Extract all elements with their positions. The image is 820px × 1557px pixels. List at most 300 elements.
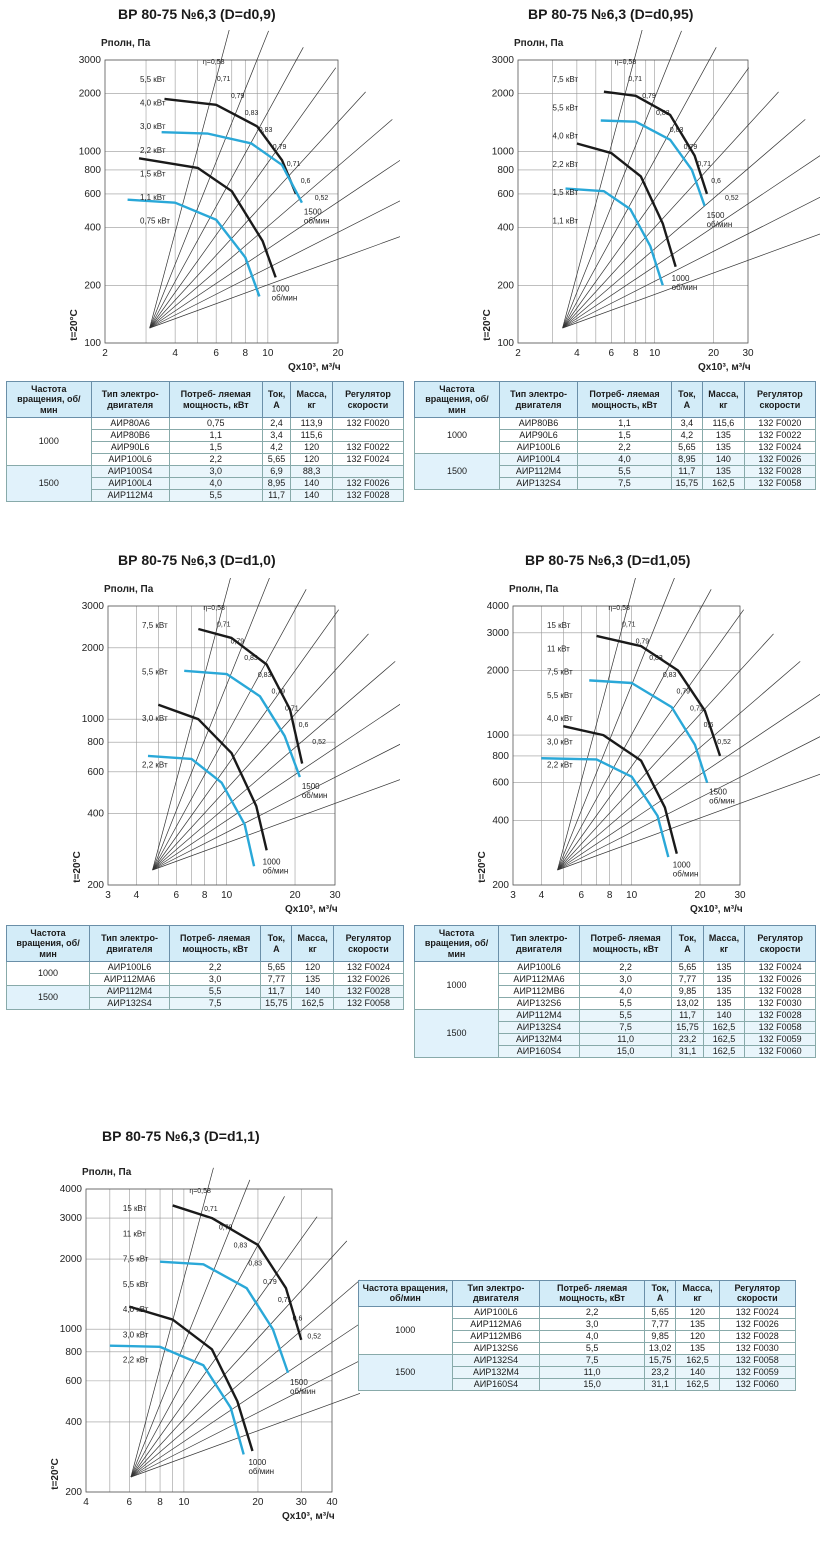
efficiency-ray: [153, 634, 369, 870]
y-tick-label: 800: [87, 737, 104, 749]
mass-cell: 140: [703, 1010, 745, 1022]
efficiency-label: 0,52: [307, 1333, 322, 1341]
table-row: [7, 418, 404, 430]
motor-cell: АИР132S4: [452, 1354, 540, 1366]
temperature-label: t=20°C: [482, 309, 493, 341]
efficiency-ray: [563, 183, 820, 328]
power-cell: 2,2: [170, 962, 261, 974]
power-curve: [604, 92, 707, 194]
power-label: 11 кВт: [122, 1229, 146, 1239]
regulator-cell: 132 F0024: [719, 1306, 795, 1318]
current-cell: 7,77: [672, 974, 703, 986]
x-tick-label: 10: [649, 348, 661, 359]
speed-label: 1500: [301, 782, 320, 792]
motor-cell: АИР100L6: [91, 454, 169, 466]
y-tick-label: 200: [87, 880, 104, 891]
speed-label: об/мин: [271, 293, 298, 303]
efficiency-label: 0,83: [244, 109, 259, 117]
mass-cell: 120: [676, 1330, 719, 1342]
table-header: Масса, кг: [676, 1281, 719, 1307]
efficiency-label: 0,52: [314, 194, 329, 202]
mass-cell: 140: [292, 986, 334, 998]
table-header: Ток, А: [671, 382, 702, 418]
power-label: 3,0 кВт: [142, 714, 168, 723]
motor-cell: АИР80В6: [499, 418, 577, 430]
x-tick-label: 3: [105, 890, 111, 901]
power-cell: 7,5: [578, 478, 672, 490]
power-label: 7,5 кВт: [547, 667, 573, 677]
power-curve: [173, 1205, 302, 1339]
power-label: 5,5 кВт: [552, 103, 579, 113]
table-header: Ток, А: [672, 926, 703, 962]
y-tick-label: 800: [497, 164, 514, 176]
efficiency-ray: [131, 1196, 285, 1477]
speed-cell: 1000: [7, 418, 92, 466]
x-tick-label: 10: [626, 890, 638, 901]
table-header: Тип электро- двигателя: [91, 382, 169, 418]
x-tick-label: 6: [126, 1497, 133, 1508]
power-curve: [563, 726, 676, 853]
efficiency-ray: [563, 150, 820, 328]
speed-cell: 1000: [7, 962, 90, 986]
mass-cell: 140: [291, 490, 333, 502]
efficiency-label: 0,83: [233, 1242, 248, 1250]
y-tick-label: 400: [84, 222, 101, 234]
x-axis-label: Qx10³, м³/ч: [282, 1511, 335, 1522]
motor-cell: АИР132S6: [452, 1342, 540, 1354]
regulator-cell: 132 F0058: [333, 998, 403, 1010]
motor-cell: АИР112МА6: [452, 1318, 540, 1330]
x-tick-label: 30: [734, 890, 746, 901]
power-label: 15 кВт: [547, 621, 571, 630]
y-tick-label: 400: [497, 222, 514, 234]
efficiency-label: 0,79: [263, 1278, 277, 1286]
x-tick-label: 6: [608, 348, 615, 359]
motor-table: [414, 925, 816, 1058]
current-cell: 7,77: [644, 1318, 676, 1330]
current-cell: 5,65: [261, 962, 292, 974]
current-cell: 7,77: [261, 974, 292, 986]
efficiency-label: 0,6: [711, 177, 721, 185]
table-header: Ток, А: [261, 926, 292, 962]
mass-cell: 113,9: [291, 418, 333, 430]
motor-cell: АИР100L6: [90, 962, 170, 974]
speed-label: об/мин: [671, 282, 698, 292]
table-header: Ток, А: [262, 382, 290, 418]
current-cell: 5,65: [672, 962, 703, 974]
x-tick-label: 10: [262, 348, 274, 359]
motor-cell: АИР160S4: [499, 1046, 580, 1058]
power-cell: 11,0: [540, 1366, 644, 1378]
power-cell: 2,2: [579, 962, 672, 974]
table-row: [7, 466, 404, 478]
y-tick-label: 600: [84, 188, 101, 200]
power-cell: 4,0: [169, 478, 262, 490]
current-cell: 15,75: [671, 478, 702, 490]
power-cell: 5,5: [579, 1010, 672, 1022]
mass-cell: 162,5: [703, 1022, 745, 1034]
regulator-cell: 132 F0020: [332, 418, 403, 430]
table-header: Масса, кг: [703, 926, 745, 962]
power-curve: [129, 1307, 252, 1451]
efficiency-label: 0,79: [230, 92, 245, 100]
speed-label: об/мин: [672, 869, 699, 879]
power-label: 2,2 кВт: [547, 760, 573, 770]
power-label: 1,5 кВт: [552, 188, 579, 198]
chart-title: ВР 80-75 №6,3 (D=d1,05): [525, 552, 691, 568]
y-tick-label: 600: [492, 777, 509, 789]
chart-title: ВР 80-75 №6,3 (D=d0,95): [528, 6, 694, 22]
x-tick-label: 8: [632, 348, 639, 359]
motor-table: [6, 381, 404, 502]
table-row: [359, 1306, 796, 1318]
speed-label: об/мин: [290, 1386, 316, 1396]
motor-table: [414, 381, 816, 490]
mass-cell: 162,5: [703, 1046, 745, 1058]
power-curve: [589, 680, 707, 782]
mass-cell: 135: [702, 466, 744, 478]
efficiency-label: 0,52: [717, 738, 731, 746]
speed-label: об/мин: [706, 219, 733, 229]
table-header: Частота вращения, об/мин: [415, 382, 500, 418]
table-header: Потреб- ляемая мощность, кВт: [169, 382, 262, 418]
efficiency-label: 0,79: [271, 688, 286, 696]
power-cell: 4,0: [578, 454, 672, 466]
regulator-cell: 132 F0028: [744, 466, 815, 478]
regulator-cell: 132 F0030: [745, 998, 816, 1010]
table-header: Регулятор скорости: [744, 382, 815, 418]
power-curve: [541, 758, 668, 857]
current-cell: 13,02: [644, 1342, 676, 1354]
speed-cell: 1000: [415, 418, 500, 454]
mass-cell: 135: [703, 998, 745, 1010]
fan-chart: [0, 1152, 360, 1557]
table-header: Тип электро- двигателя: [90, 926, 170, 962]
regulator-cell: 132 F0028: [332, 490, 403, 502]
speed-cell: 1000: [359, 1306, 453, 1354]
efficiency-label: 0,83: [662, 671, 677, 679]
regulator-cell: 132 F0024: [333, 962, 403, 974]
current-cell: 31,1: [644, 1378, 676, 1390]
power-cell: 5,5: [169, 490, 262, 502]
x-axis-label: Qx10³, м³/ч: [698, 362, 751, 373]
efficiency-label: 0,83: [258, 126, 273, 134]
current-cell: 4,2: [671, 430, 702, 442]
mass-cell: 135: [676, 1342, 719, 1354]
power-cell: 3,0: [169, 466, 262, 478]
current-cell: 5,65: [262, 454, 290, 466]
x-tick-label: 8: [606, 890, 613, 901]
power-label: 2,2 кВт: [552, 159, 579, 169]
x-tick-label: 8: [157, 1497, 163, 1508]
x-tick-label: 20: [708, 348, 720, 359]
power-label: 1,1 кВт: [139, 192, 166, 202]
x-tick-label: 8: [201, 890, 208, 901]
efficiency-ray: [153, 725, 400, 870]
power-curve: [158, 705, 266, 851]
efficiency-label: 0,83: [669, 126, 684, 134]
current-cell: 9,85: [644, 1330, 676, 1342]
efficiency-label: 0,79: [676, 688, 691, 696]
regulator-cell: 132 F0024: [744, 442, 815, 454]
current-cell: 31,1: [672, 1046, 703, 1058]
y-tick-label: 200: [497, 280, 514, 292]
regulator-cell: 132 F0020: [744, 418, 815, 430]
power-label: 5,5 кВт: [142, 667, 168, 677]
efficiency-label: 0,52: [312, 738, 326, 746]
y-tick-label: 1000: [78, 146, 101, 158]
motor-cell: АИР132М4: [452, 1366, 540, 1378]
efficiency-label: 0,6: [300, 177, 311, 185]
fan-chart: [0, 578, 400, 918]
mass-cell: 135: [292, 974, 334, 986]
efficiency-label: 0,6: [703, 722, 714, 730]
power-label: 1,5 кВт: [139, 169, 166, 179]
regulator-cell: 132 F0022: [332, 442, 403, 454]
regulator-cell: 132 F0030: [719, 1342, 795, 1354]
motor-cell: АИР132S4: [499, 1022, 580, 1034]
power-label: 0,75 кВт: [139, 216, 170, 226]
regulator-cell: [332, 430, 403, 442]
x-tick-label: 4: [538, 890, 545, 901]
efficiency-ray: [153, 692, 400, 870]
x-tick-label: 20: [252, 1497, 264, 1508]
table-row: [359, 1354, 796, 1366]
speed-label: 1000: [248, 1457, 267, 1467]
power-cell: 5,5: [540, 1342, 644, 1354]
power-cell: 1,1: [578, 418, 672, 430]
y-tick-label: 1000: [81, 714, 104, 726]
motor-cell: АИР112М4: [499, 1010, 580, 1022]
regulator-cell: 132 F0058: [744, 478, 815, 490]
y-tick-label: 800: [492, 750, 509, 762]
table-header: Регулятор скорости: [745, 926, 816, 962]
efficiency-label: 0,79: [272, 143, 287, 151]
y-tick-label: 1000: [491, 146, 514, 158]
current-cell: 4,2: [262, 442, 290, 454]
power-label: 2,2 кВт: [142, 760, 168, 770]
x-tick-label: 20: [289, 890, 301, 901]
motor-cell: АИР112М4: [91, 490, 169, 502]
regulator-cell: 132 F0026: [333, 974, 403, 986]
y-tick-label: 800: [84, 164, 101, 176]
y-tick-label: 3000: [486, 627, 509, 639]
current-cell: 3,4: [671, 418, 702, 430]
x-tick-label: 20: [332, 348, 344, 359]
y-tick-label: 3000: [81, 601, 104, 612]
power-label: 4,0 кВт: [139, 98, 166, 108]
motor-cell: АИР112М4: [90, 986, 170, 998]
power-label: 3,0 кВт: [139, 122, 166, 132]
power-label: 2,2 кВт: [139, 145, 166, 155]
x-tick-label: 30: [295, 1497, 307, 1508]
y-tick-label: 100: [84, 338, 101, 349]
mass-cell: 135: [703, 962, 745, 974]
table-row: [7, 962, 404, 974]
temperature-label: t=20°C: [50, 1458, 61, 1490]
efficiency-ray: [131, 1268, 360, 1477]
y-tick-label: 2000: [81, 642, 104, 654]
power-cell: 7,5: [170, 998, 261, 1010]
mass-cell: 135: [703, 974, 745, 986]
efficiency-label: 0,71: [285, 705, 299, 713]
power-cell: 4,0: [540, 1330, 644, 1342]
speed-cell: 1500: [7, 466, 92, 502]
mass-cell: 140: [291, 478, 333, 490]
mass-cell: 135: [676, 1318, 719, 1330]
y-tick-label: 800: [65, 1346, 82, 1358]
efficiency-label: 0,83: [244, 655, 258, 663]
x-tick-label: 6: [173, 890, 180, 901]
mass-cell: 120: [291, 442, 333, 454]
mass-cell: 115,6: [702, 418, 744, 430]
regulator-cell: 132 F0058: [745, 1022, 816, 1034]
y-tick-label: 3000: [491, 55, 514, 66]
power-label: 7,5 кВт: [552, 75, 579, 84]
regulator-cell: 132 F0026: [719, 1318, 795, 1330]
power-label: 5,5 кВт: [139, 75, 166, 84]
table-header: Частота вращения, об/мин: [7, 382, 92, 418]
efficiency-ray: [131, 1299, 360, 1477]
speed-cell: 1500: [415, 1010, 499, 1058]
regulator-cell: 132 F0026: [744, 454, 815, 466]
speed-cell: 1500: [7, 986, 90, 1010]
chart-title: ВР 80-75 №6,3 (D=d0,9): [118, 6, 276, 22]
efficiency-label: 0,71: [216, 621, 231, 629]
efficiency-ray: [558, 692, 820, 870]
current-cell: 6,9: [262, 466, 290, 478]
mass-cell: 135: [702, 430, 744, 442]
y-tick-label: 600: [87, 766, 104, 778]
mass-cell: 115,6: [291, 430, 333, 442]
motor-cell: АИР112МВ6: [499, 986, 580, 998]
motor-cell: АИР132М4: [499, 1034, 580, 1046]
regulator-cell: 132 F0024: [332, 454, 403, 466]
current-cell: 3,4: [262, 430, 290, 442]
regulator-cell: 132 F0026: [745, 974, 816, 986]
efficiency-ray: [131, 1332, 360, 1477]
y-tick-label: 2000: [59, 1254, 82, 1266]
table-header: Ток, А: [644, 1281, 676, 1307]
speed-cell: 1000: [415, 962, 499, 1010]
efficiency-ray: [153, 578, 272, 870]
mass-cell: 120: [291, 454, 333, 466]
motor-cell: АИР112МА6: [499, 974, 580, 986]
current-cell: 11,7: [262, 490, 290, 502]
motor-cell: АИР100L6: [499, 442, 577, 454]
power-cell: 3,0: [170, 974, 261, 986]
current-cell: 23,2: [644, 1366, 676, 1378]
table-header: Тип электро- двигателя: [499, 382, 577, 418]
x-axis-label: Qx10³, м³/ч: [288, 362, 341, 373]
power-cell: 1,5: [169, 442, 262, 454]
motor-cell: АИР80А6: [91, 418, 169, 430]
motor-table: [6, 925, 404, 1010]
power-cell: 2,2: [578, 442, 672, 454]
power-cell: 3,0: [579, 974, 672, 986]
y-tick-label: 400: [65, 1416, 82, 1428]
current-cell: 9,85: [672, 986, 703, 998]
y-tick-label: 2000: [486, 665, 509, 677]
y-axis-label: Pполн, Па: [509, 584, 559, 595]
current-cell: 11,7: [261, 986, 292, 998]
power-cell: 5,5: [578, 466, 672, 478]
motor-cell: АИР112МВ6: [452, 1330, 540, 1342]
efficiency-label: η=0,58: [614, 59, 637, 66]
x-tick-label: 8: [242, 348, 249, 359]
power-cell: 3,0: [540, 1318, 644, 1330]
current-cell: 8,95: [671, 454, 702, 466]
power-cell: 1,1: [169, 430, 262, 442]
power-cell: 2,2: [169, 454, 262, 466]
power-cell: 7,5: [579, 1022, 672, 1034]
chart-title: ВР 80-75 №6,3 (D=d1,1): [102, 1128, 260, 1144]
y-tick-label: 1000: [486, 730, 509, 742]
regulator-cell: [332, 466, 403, 478]
current-cell: 15,75: [644, 1354, 676, 1366]
power-cell: 15,0: [540, 1378, 644, 1390]
current-cell: 15,75: [672, 1022, 703, 1034]
motor-cell: АИР100S4: [91, 466, 169, 478]
table-header: Частота вращения, об/мин: [7, 926, 90, 962]
x-tick-label: 2: [515, 348, 521, 359]
x-tick-label: 30: [742, 348, 754, 359]
table-header: Потреб- ляемая мощность, кВт: [579, 926, 672, 962]
current-cell: 13,02: [672, 998, 703, 1010]
y-axis-label: Pполн, Па: [514, 38, 564, 49]
x-tick-label: 20: [694, 890, 706, 901]
power-cell: 2,2: [540, 1306, 644, 1318]
temperature-label: t=20°C: [69, 309, 80, 341]
mass-cell: 162,5: [702, 478, 744, 490]
efficiency-label: 0,6: [292, 1315, 303, 1323]
power-label: 1,1 кВт: [552, 216, 579, 226]
efficiency-label: 0,71: [277, 1297, 292, 1305]
regulator-cell: 132 F0028: [745, 986, 816, 998]
y-tick-label: 200: [492, 880, 509, 891]
power-label: 4,0 кВт: [552, 131, 579, 141]
table-header: Масса, кг: [292, 926, 334, 962]
mass-cell: 162,5: [676, 1378, 719, 1390]
efficiency-label: 0,79: [635, 638, 650, 646]
efficiency-label: 0,6: [298, 722, 309, 730]
mass-cell: 162,5: [292, 998, 334, 1010]
table-header: Масса, кг: [291, 382, 333, 418]
table-header: Регулятор скорости: [332, 382, 403, 418]
table-row: [7, 986, 404, 998]
efficiency-ray: [150, 68, 336, 328]
y-tick-label: 400: [87, 808, 104, 820]
temperature-label: t=20°C: [477, 851, 488, 883]
mass-cell: 162,5: [703, 1034, 745, 1046]
table-header: Частота вращения, об/мин: [415, 926, 499, 962]
efficiency-ray: [558, 578, 677, 870]
current-cell: 5,65: [671, 442, 702, 454]
speed-cell: 1500: [415, 454, 500, 490]
speed-label: 1000: [262, 857, 281, 867]
table-row: [415, 454, 816, 466]
efficiency-label: 0,71: [204, 1206, 218, 1214]
regulator-cell: 132 F0028: [719, 1330, 795, 1342]
efficiency-label: 0,71: [286, 160, 301, 168]
y-tick-label: 100: [497, 338, 514, 349]
motor-cell: АИР80В6: [91, 430, 169, 442]
efficiency-ray: [563, 218, 820, 328]
power-label: 5,5 кВт: [122, 1279, 149, 1289]
current-cell: 2,4: [262, 418, 290, 430]
y-tick-label: 2000: [78, 88, 101, 100]
efficiency-label: 0,71: [621, 621, 636, 629]
